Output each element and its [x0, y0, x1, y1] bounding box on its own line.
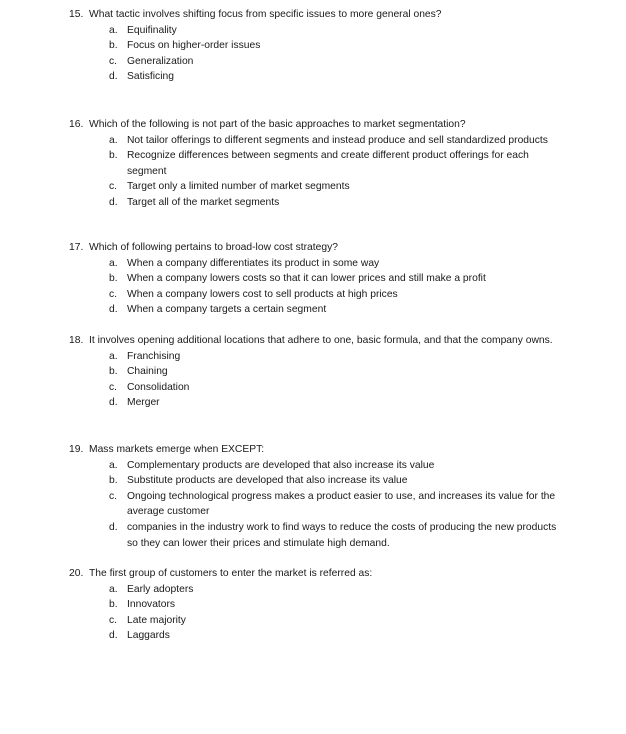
option-letter: d.: [109, 71, 118, 83]
option-letter: c.: [109, 490, 118, 502]
option-letter: a.: [109, 459, 118, 471]
option-text: Early adopters: [127, 583, 194, 595]
option-text: companies in the industry work to find ways to reduce the costs of producing the new products so they can lower their prices and stimulate high demand.: [127, 521, 557, 549]
option-letter: c.: [109, 381, 118, 393]
question-number: 17.: [69, 242, 84, 253]
option-text: Chaining: [127, 366, 168, 378]
option-letter: b.: [109, 475, 118, 487]
question-19: [69, 442, 569, 551]
option-text: Equifinality: [127, 24, 177, 36]
option-c: [109, 613, 569, 629]
option-list: [109, 349, 569, 411]
question-text: Which of the following is not part of the basic approaches to market segmentation?: [89, 119, 466, 130]
option-d: [109, 628, 569, 644]
option-a: [109, 458, 569, 474]
question-16: [69, 117, 569, 211]
option-b: [109, 271, 569, 287]
question-stem: [69, 566, 569, 582]
question-17: [69, 240, 569, 318]
option-a: [109, 133, 569, 149]
option-d: [109, 69, 569, 85]
option-letter: d.: [109, 304, 118, 316]
question-stem: [69, 7, 569, 23]
option-list: [109, 458, 569, 552]
option-d: [109, 520, 569, 551]
question-20: [69, 566, 569, 644]
option-b: [109, 38, 569, 54]
question-number: 16.: [69, 119, 84, 130]
option-c: [109, 380, 569, 396]
option-b: [109, 597, 569, 613]
option-letter: b.: [109, 273, 118, 285]
option-b: [109, 148, 569, 179]
question-stem: [69, 442, 569, 458]
option-d: [109, 395, 569, 411]
option-c: [109, 287, 569, 303]
option-text: Ongoing technological progress makes a product easier to use, and increases its value for the average customer: [127, 490, 556, 518]
option-text: Target only a limited number of market segments: [127, 181, 350, 193]
option-text: Complementary products are developed that also increase its value: [127, 459, 435, 471]
option-text: Franchising: [127, 350, 181, 362]
option-letter: d.: [109, 521, 118, 533]
question-stem: [69, 117, 569, 133]
option-letter: d.: [109, 196, 118, 208]
option-b: [109, 473, 569, 489]
option-text: Late majority: [127, 614, 186, 626]
option-d: [109, 302, 569, 318]
option-list: [109, 23, 569, 85]
option-letter: c.: [109, 181, 118, 193]
option-letter: d.: [109, 397, 118, 409]
option-letter: a.: [109, 134, 118, 146]
question-text: Which of following pertains to broad-low cost strategy?: [89, 242, 338, 253]
option-letter: a.: [109, 350, 118, 362]
question-stem: [69, 240, 569, 256]
option-text: Generalization: [127, 55, 194, 67]
option-a: [109, 23, 569, 39]
option-letter: b.: [109, 366, 118, 378]
option-text: Satisficing: [127, 71, 174, 83]
question-15: [69, 7, 569, 85]
option-letter: a.: [109, 24, 118, 36]
option-d: [109, 195, 569, 211]
option-text: When a company lowers costs so that it can lower prices and still make a profit: [127, 273, 486, 285]
option-letter: c.: [109, 614, 118, 626]
option-list: [109, 256, 569, 318]
question-text: The first group of customers to enter the market is referred as:: [89, 568, 373, 579]
question-number: 18.: [69, 335, 84, 346]
option-text: Target all of the market segments: [127, 196, 280, 208]
option-text: Laggards: [127, 630, 170, 642]
option-letter: c.: [109, 55, 118, 67]
question-18: [69, 333, 569, 411]
option-letter: d.: [109, 630, 118, 642]
option-c: [109, 179, 569, 195]
option-text: Substitute products are developed that also increase its value: [127, 475, 408, 487]
option-c: [109, 489, 569, 520]
option-c: [109, 54, 569, 70]
option-text: When a company lowers cost to sell products at high prices: [127, 288, 398, 300]
question-text: Mass markets emerge when EXCEPT:: [89, 444, 265, 455]
option-letter: b.: [109, 150, 118, 162]
question-number: 19.: [69, 444, 84, 455]
option-text: Merger: [127, 397, 160, 409]
option-text: Consolidation: [127, 381, 190, 393]
option-letter: b.: [109, 40, 118, 52]
option-text: Not tailor offerings to different segments and instead produce and sell standardized products: [127, 134, 548, 146]
question-text: What tactic involves shifting focus from specific issues to more general ones?: [89, 9, 442, 20]
option-list: [109, 582, 569, 644]
option-text: Focus on higher-order issues: [127, 40, 261, 52]
question-stem: [69, 333, 569, 349]
option-letter: c.: [109, 288, 118, 300]
option-a: [109, 349, 569, 365]
option-b: [109, 364, 569, 380]
option-a: [109, 256, 569, 272]
option-text: Recognize differences between segments and create different product offerings for each segment: [127, 150, 529, 177]
question-text: It involves opening additional locations that adhere to one, basic formula, and that the company owns.: [89, 335, 553, 346]
option-a: [109, 582, 569, 598]
option-letter: a.: [109, 257, 118, 269]
option-letter: a.: [109, 583, 118, 595]
option-text: When a company differentiates its product in some way: [127, 257, 380, 269]
option-letter: b.: [109, 599, 118, 611]
question-number: 15.: [69, 9, 84, 20]
option-text: Innovators: [127, 599, 176, 611]
option-text: When a company targets a certain segment: [127, 304, 327, 316]
option-list: [109, 133, 569, 211]
question-number: 20.: [69, 568, 84, 579]
